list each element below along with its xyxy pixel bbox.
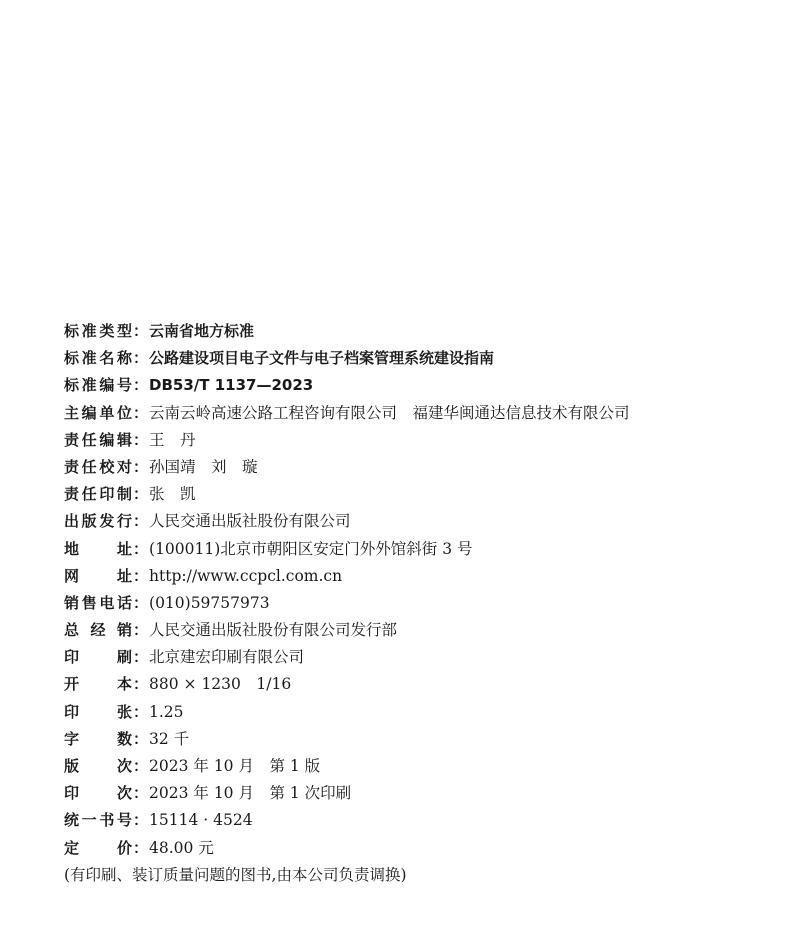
info-separator: ： [133,512,149,531]
info-separator: ： [133,675,149,694]
info-value: 880 × 1230 1/16 [149,675,292,694]
info-separator: ： [133,729,149,748]
info-value: 云南省地方标准 [149,322,255,340]
info-value: 公路建设项目电子文件与电子档案管理系统建设指南 [149,349,495,368]
info-value: 人民交通出版社股份有限公司 [149,512,351,531]
info-value: 王 丹 [149,430,196,449]
info-label: 责任编辑 [64,430,132,449]
info-value: DB53/T 1137—2023 [149,376,314,395]
info-label: 开本 [64,675,132,694]
info-row-edition [64,753,784,780]
info-value: 1.25 [149,702,184,721]
info-value: http://www.ccpcl.com.cn [149,566,343,585]
info-label: 网址 [64,566,132,585]
info-row-sales-phone [64,590,784,617]
info-row-format [64,671,784,698]
info-label: 出版发行 [64,512,132,531]
info-separator: ： [133,403,149,422]
info-value: 48.00 元 [149,838,214,857]
info-separator: ： [133,539,149,558]
info-value: 人民交通出版社股份有限公司发行部 [149,621,398,640]
info-row-publisher [64,508,784,535]
info-row-standard-type [64,318,784,345]
info-label: 印张 [64,702,132,721]
info-label: 定价 [64,838,132,857]
info-label: 标准类型 [64,322,132,340]
info-label: 标准名称 [64,349,132,368]
info-separator: ： [133,376,149,395]
info-separator: ： [133,593,149,612]
info-row-standard-name [64,345,784,372]
info-separator: ： [133,838,149,857]
info-row-word-count [64,726,784,753]
info-separator: ： [133,648,149,667]
info-row-address [64,536,784,563]
info-label: 标准编号 [64,376,132,395]
info-row-chief-editor-unit [64,400,784,427]
info-label: 印刷 [64,648,132,667]
info-label: 销售电话 [64,593,132,612]
info-value: 北京建宏印刷有限公司 [149,648,305,667]
info-value: 2023 年 10 月 第 1 次印刷 [149,784,352,803]
info-row-website [64,563,784,590]
info-separator: ： [133,784,149,803]
info-label: 地址 [64,539,132,558]
info-value: 张 凯 [149,485,196,504]
info-value: (010)59757973 [149,593,270,612]
info-row-standard-number [64,372,784,399]
info-separator: ： [133,485,149,504]
info-row-printing [64,780,784,807]
info-label: 版次 [64,757,132,775]
info-label: 总经销 [64,621,132,640]
info-value: 15114 · 4524 [149,811,253,830]
info-row-book-number [64,807,784,834]
info-row-proofreader [64,454,784,481]
info-separator: ： [133,349,149,368]
info-row-distributor [64,617,784,644]
info-separator: ： [133,566,149,585]
info-value: 2023 年 10 月 第 1 版 [149,757,321,775]
info-label: 字数 [64,729,132,748]
info-separator: ： [133,811,149,830]
info-label: 印次 [64,784,132,803]
info-row-price [64,835,784,862]
info-separator: ： [133,430,149,449]
info-row-print-supervisor [64,481,784,508]
info-label: 责任印制 [64,485,132,504]
info-value: 32 千 [149,729,190,748]
info-separator: ： [133,702,149,721]
info-separator: ： [133,621,149,640]
info-row-printed-sheets [64,699,784,726]
info-value: 云南云岭高速公路工程咨询有限公司 福建华闽通达信息技术有限公司 [149,403,630,422]
info-label: 主编单位 [64,403,132,422]
info-row-responsible-editor [64,427,784,454]
info-separator: ： [133,757,149,775]
info-separator: ： [133,457,149,476]
copyright-info-block [64,318,784,889]
quality-note: (有印刷、装订质量问题的图书,由本公司负责调换) [64,865,407,884]
info-value: 孙国靖 刘 璇 [149,457,258,476]
info-separator: ： [133,322,149,340]
info-label: 责任校对 [64,457,132,476]
info-row-printer [64,644,784,671]
info-value: (100011)北京市朝阳区安定门外外馆斜街 3 号 [149,539,473,558]
info-label: 统一书号 [64,811,132,830]
